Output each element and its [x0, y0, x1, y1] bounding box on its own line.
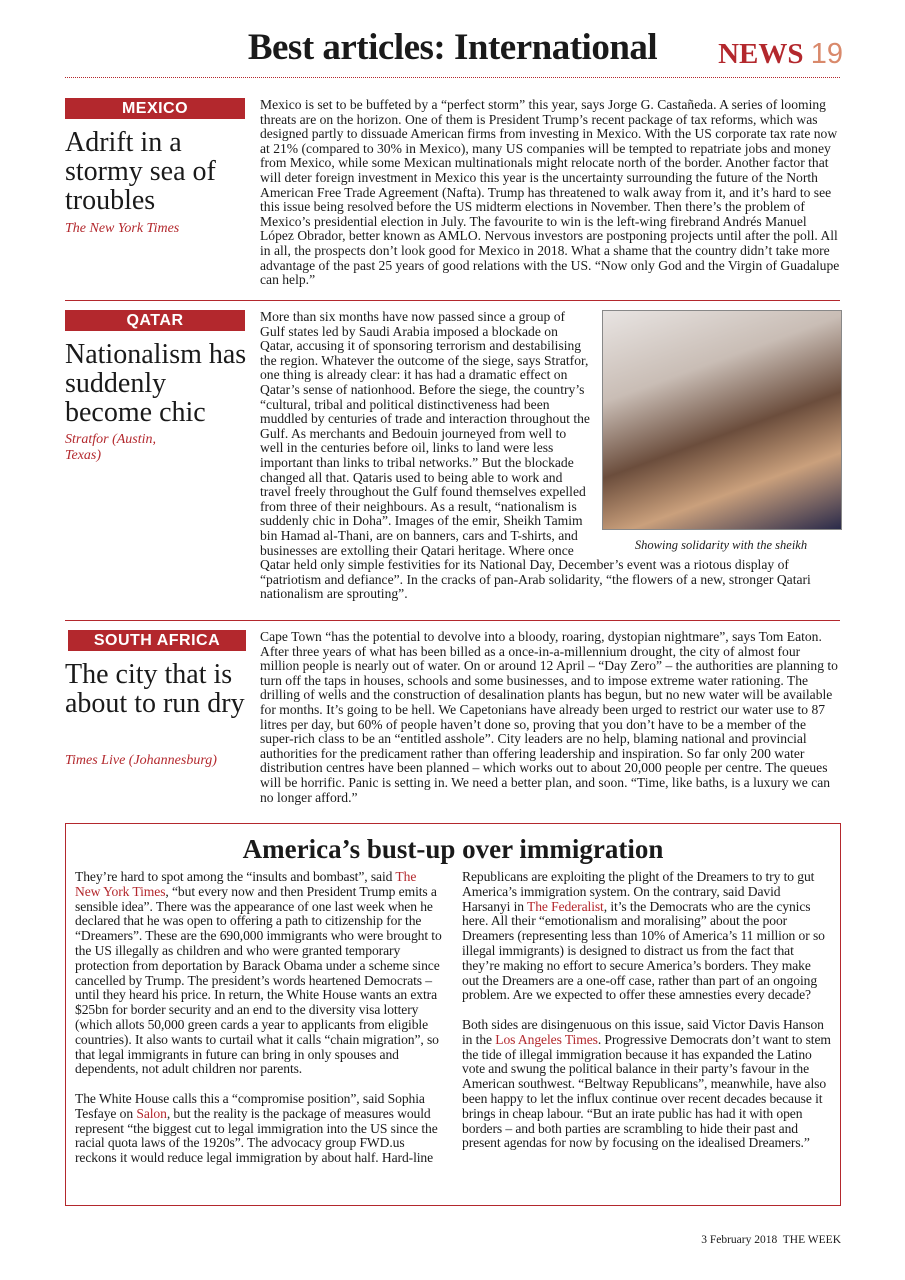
- article-headline: The city that is about to run dry: [65, 659, 245, 719]
- feature-columns: [75, 870, 831, 1166]
- text: The White House calls this a “compromise position”, said Sophia Tesfaye on: [75, 1090, 425, 1121]
- text: , but the reality is the package of measures would represent “the biggest cut to legal immigration into the US since the racial quota laws of the 1920s”. The advocacy group FWD.us reckons it would reduce legal immigration by about half. Hard-line Republicans are exploiting the plight of the Dreamers to try to gut America’s immigration system. On the contrary, said David Harsanyi in: [75, 869, 815, 1166]
- article-source: Stratfor (Austin, Texas): [65, 432, 157, 463]
- source-link[interactable]: Salon: [136, 1105, 167, 1121]
- article-text: Cape Town “has the potential to devolve into a bloody, roaring, dystopian nightmare”, says Tom Eaton. After three years of what has been billed as a once-in-a-millennium drought, the city of almost four million people is nearly out of water. On or around 12 April – “Day Zero” – the authorities are planning to turn off the taps in houses, schools and some businesses, and to impose extreme water rationing. The drilling of wells and the construction of desalination plants has begun, but no new water will be available for months. It’s going to be hell. We Capetonians have already been urged to restrict our water use to 87 litres per day, but 60% of people haven’t done so, proving that you don’t have to be a member of the super-rich class to be an “entitled asshole”. City leaders are no help, blaming national and provincial authorities for the predicament rather than offering leadership and inspiration. So far only 200 water distribution centres have been planned – which works out to about 20,000 people per centre. The queues will be horrific. Panic is setting in. We need a better plan, and soon. “Time, like baths, is a luxury we can no longer afford.”: [260, 629, 838, 805]
- article-south-africa: [65, 630, 840, 820]
- paragraph: [462, 1018, 831, 1151]
- article-mexico: [65, 98, 840, 298]
- article-text: More than six months have now passed since a group of Gulf states led by Saudi Arabia imposed a blockade on Qatar, accusing it of sponsoring terrorism and destabilising the region. Whatever the outcome of the siege, says Stratfor, one thing is already clear: it has had a dramatic effect on Qatar’s sense of nationhood. Before the siege, the country’s “cultural, tribal and political distinctiveness had been muddled by centuries of trade and interaction throughout the Gulf. As merchants and Bedouin journeyed from well to well in the centuries before oil, links to land were less important than links to tribal networks.” But the blockade changed all that. Qataris used to being able to work and travel freely throughout the Gulf found themselves expelled from three of their neighbours. As a result, “nationalism is suddenly chic in Doha”. Images of the emir, Sheikh Tamim bin Hamad al-Thani, are on banners, cars and T-shirts, and businesses are extolling their Qatari heritage. Where once Qatar held only simple festivities for its National Day, December’s event was a riotous display of “patriotism and defiance”. In the cracks of pan-Arab solidarity, “the flowers of a new, stronger Qatari nationalism are sprouting”.: [260, 309, 811, 602]
- article-qatar: [65, 310, 840, 615]
- country-tag: MEXICO: [65, 98, 245, 119]
- text: , it’s the Democrats who are the cynics here. All their “emotionalism and moralising” about the poor Dreamers (representing less than 10% of America’s 11 million or so illegal immigrants) is designed to distract us from the fact that they’re making no effort to secure America’s borders. They make out the Dreamers are a one-off case, rather than part of an ongoing problem. Are we expected to offer these amnesties every decade?: [462, 898, 825, 1003]
- text: They’re hard to spot among the “insults and bombast”, said: [75, 869, 396, 884]
- lower-region: [65, 823, 841, 1246]
- page-title: Best articles: International: [247, 27, 658, 68]
- text: Both sides are disingenuous on this issue, said Victor Davis Hanson in the: [462, 1016, 824, 1047]
- publication-name: THE WEEK: [782, 1234, 841, 1246]
- paragraph: [75, 870, 444, 1077]
- photo-girl-victory-sign: [602, 310, 842, 530]
- divider: [65, 300, 840, 301]
- page-number: 19: [810, 38, 843, 70]
- source-link[interactable]: Los Angeles Times: [495, 1031, 598, 1047]
- feature-box: [65, 823, 841, 1206]
- source-link[interactable]: The New York Times: [75, 869, 417, 899]
- section-label: [718, 38, 843, 71]
- article-figure: [602, 310, 840, 553]
- source-link[interactable]: The Federalist: [527, 898, 604, 914]
- article-body: [260, 630, 840, 805]
- issue-date: 3 February 2018: [701, 1234, 778, 1246]
- article-headline: Adrift in a stormy sea of troubles: [65, 127, 216, 216]
- text: , “but every now and then President Trump emits a sensible idea”. There was the appearance of one last week when he declared that he was open to offering a path to citizenship for the “Dreamers”. These are the 690,000 immigrants who were brought to the US illegally as children and who were granted temporary protection from deportation by Barack Obama under a scheme since cancelled by Trump. The president’s words heartened Democrats – until they heard his price. In return, the White House wants an extra $25bn for border security and an end to the diversity visa lottery (which allots 50,000 green cards a year to applicants from eligible countries). It also wants to curtail what it calls “chain migration”, so that legal immigrants in future can bring in only spouses and dependents, not adult children nor parents.: [75, 883, 442, 1077]
- image-caption: Showing solidarity with the sheikh: [634, 538, 808, 552]
- article-body: [260, 310, 840, 602]
- article-source: Times Live (Johannesburg): [65, 753, 217, 768]
- article-headline: Nationalism has suddenly become chic: [65, 339, 247, 428]
- article-text: Mexico is set to be buffeted by a “perfect storm” this year, says Jorge G. Castañeda. A series of looming threats are on the horizon. One of them is President Trump’s recent package of tax reforms, which was designed partly to dissuade American firms from investing in Mexico. With the US corporate tax rate now at 21% (compared to 30% in Mexico), many US companies will be tempted to repatriate jobs and money from Mexico, while some Mexican multinationals might relocate north of the border. Another factor that will deter foreign investment in Mexico this year is the uncertainty surrounding the future of the North American Free Trade Agreement (Nafta). Trump has threatened to walk away from it, and it’s hard to see this issue being resolved before the US midterm elections in November. Then there’s the problem of Mexico’s presidential election in July. The favourite to win is the left-wing firebrand Andrés Manuel López Obrador, better known as AMLO. Nervous investors are postponing projects until after the poll. All in all, the prospects don’t look good for Mexico in 2018. What a shame that the country didn’t take more advantage of the past 25 years of good relations with the US. “Now only God and the Virgin of Guadalupe can help.”: [260, 97, 840, 288]
- article-body: [260, 98, 840, 288]
- divider: [65, 620, 840, 621]
- news-label: NEWS: [718, 38, 804, 70]
- country-tag: SOUTH AFRICA: [68, 630, 246, 651]
- feature-title: America’s bust-up over immigration: [242, 834, 664, 864]
- country-tag: QATAR: [65, 310, 245, 331]
- text: . Progressive Democrats don’t want to stem the tide of illegal immigration because it has expanded the Latino vote and swung the political balance in their party’s favour in the American southwest. “Beltway Republicans”, meanwhile, have also been happy to let the influx continue over recent decades because it brings in cheap labour. “But an irate public has had it with open borders – and both parties are scrambling to hide their past and present agendas for now by focusing on the idealised Dreamers.”: [462, 1031, 831, 1151]
- page-footer: [65, 1234, 841, 1246]
- article-source: The New York Times: [65, 221, 180, 236]
- dotted-divider: [65, 77, 840, 78]
